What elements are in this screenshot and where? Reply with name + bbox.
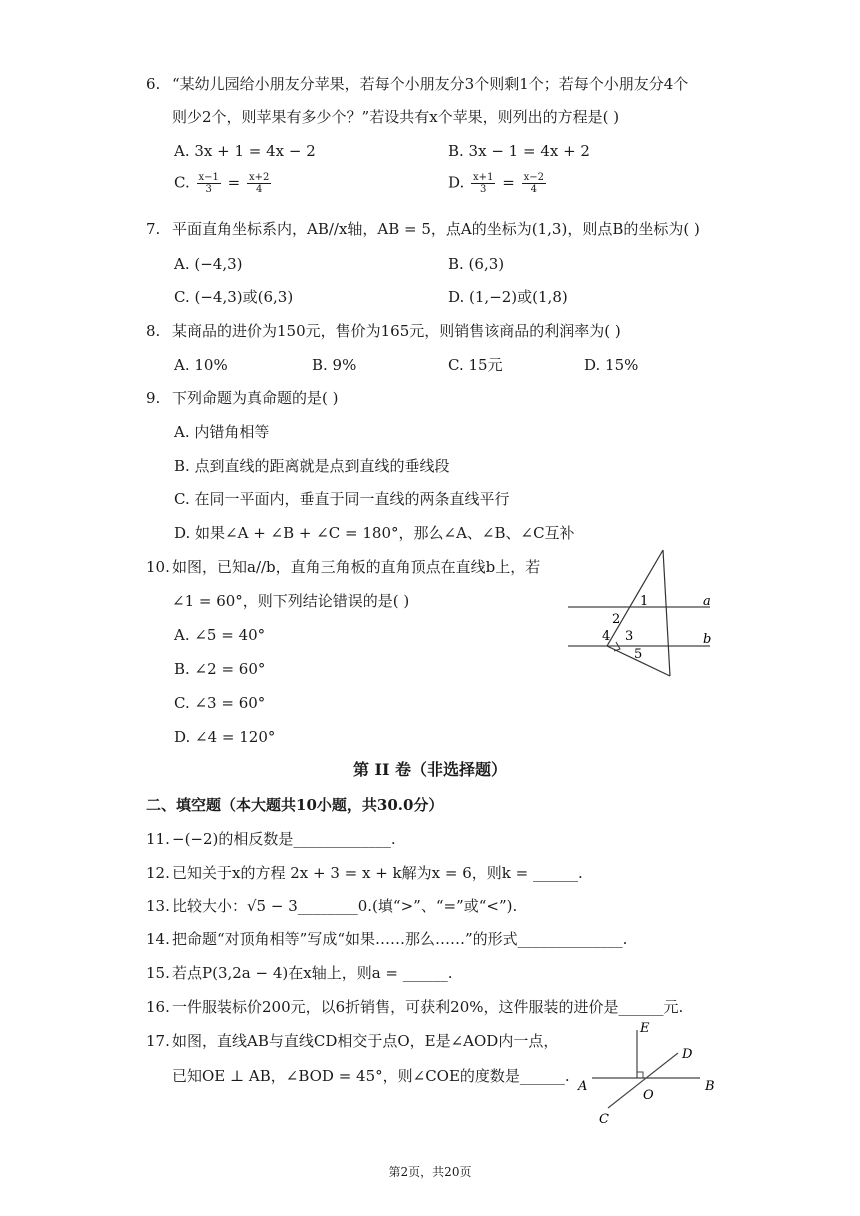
q8-number: 8.: [146, 322, 161, 340]
q10-figure: [560, 545, 730, 680]
fraction: $\frac{x-1}{3}$: [198, 172, 219, 195]
q9-option-d: D. 如果∠A + ∠B + ∠C = 180°，那么∠A、∠B、∠C互补: [174, 524, 575, 542]
label-e: E: [640, 1021, 650, 1036]
right-angle-mark: [637, 1072, 643, 1078]
q10-option-b: B. ∠2 = 60°: [174, 660, 266, 678]
q9-text: 下列命题为真命题的是( ): [172, 389, 339, 407]
q10-text-line2: ∠1 = 60°，则下列结论错误的是( ): [172, 592, 410, 610]
q16-text: 一件服装标价200元，以6折销售，可获利20%，这件服装的进价是______元.: [172, 998, 684, 1016]
q10-number: 10.: [146, 558, 170, 576]
q6-c-label: C.: [174, 173, 190, 192]
q6-option-b: B. 3x − 1 = 4x + 2: [448, 142, 590, 160]
q12-text: 已知关于x的方程 2x + 3 = x + k解为x = 6，则k = ______.: [172, 864, 583, 882]
q14-number: 14.: [146, 930, 170, 948]
triangle-side: [607, 550, 663, 646]
q11-text: −(−2)的相反数是_____________.: [172, 830, 396, 848]
label-angle-1: 1: [640, 594, 649, 609]
q9-option-c: C. 在同一平面内，垂直于同一直线的两条直线平行: [174, 490, 510, 508]
q17-text-line2: 已知OE ⊥ AB，∠BOD = 45°，则∠COE的度数是______.: [172, 1067, 570, 1085]
q11-number: 11.: [146, 830, 170, 848]
q13-number: 13.: [146, 897, 170, 915]
q8-option-b: B. 9%: [312, 356, 357, 374]
fraction: $\frac{x-2}{4}$: [523, 172, 544, 195]
label-angle-3: 3: [625, 629, 634, 644]
q8-option-d: D. 15%: [584, 356, 639, 374]
q10-option-d: D. ∠4 = 120°: [174, 728, 276, 746]
q7-option-a: A. (−4,3): [174, 255, 243, 273]
q15-text: 若点P(3,2a − 4)在x轴上，则a = ______.: [172, 964, 453, 982]
q6-option-d: D. $\frac{x+1}{3}$ = $\frac{x-2}{4}$: [448, 172, 544, 195]
q13-text: 比较大小：√5 − 3________0.(填“>”、“=”或“<”).: [172, 897, 518, 915]
q9-number: 9.: [146, 389, 161, 407]
q8-option-c: C. 15元: [448, 356, 503, 374]
q15-number: 15.: [146, 964, 170, 982]
q7-text: 平面直角坐标系内，AB//x轴，AB = 5，点A的坐标为(1,3)，则点B的坐标为( ): [172, 220, 700, 238]
label-angle-4: 4: [602, 629, 611, 644]
q6-number: 6.: [146, 75, 161, 93]
q6-text-line2: 则少2个，则苹果有多少个？”若设共有x个苹果，则列出的方程是( ): [172, 108, 620, 126]
q7-option-b: B. (6,3): [448, 255, 505, 273]
q10-option-c: C. ∠3 = 60°: [174, 694, 266, 712]
section2-title: 二、填空题（本大题共10小题，共30.0分）: [146, 796, 444, 814]
q16-number: 16.: [146, 998, 170, 1016]
q9-option-a: A. 内错角相等: [174, 423, 270, 441]
label-c: C: [599, 1112, 609, 1127]
q6-option-c: C. $\frac{x-1}{3}$ = $\frac{x+2}{4}$: [174, 172, 270, 195]
q7-option-c: C. (−4,3)或(6,3): [174, 288, 294, 306]
q10-text-line1: 如图，已知a//b，直角三角板的直角顶点在直线b上，若: [172, 558, 541, 576]
q17-number: 17.: [146, 1032, 170, 1050]
q6-text-line1: “某幼儿园给小朋友分苹果，若每个小朋友分3个则剩1个；若每个小朋友分4个: [172, 75, 689, 93]
q6-d-label: D.: [448, 173, 465, 192]
part2-title: 第 II 卷（非选择题）: [352, 760, 508, 779]
q7-option-d: D. (1,−2)或(1,8): [448, 288, 568, 306]
label-b: B: [705, 1079, 715, 1094]
fraction: $\frac{x+1}{3}$: [473, 172, 494, 195]
label-angle-5: 5: [634, 647, 643, 662]
label-angle-2: 2: [612, 612, 621, 627]
q12-number: 12.: [146, 864, 170, 882]
label-line-a: a: [703, 594, 711, 609]
q17-text-line1: 如图，直线AB与直线CD相交于点O，E是∠AOD内一点，: [172, 1032, 559, 1050]
label-line-b: b: [703, 632, 712, 647]
q8-option-a: A. 10%: [174, 356, 228, 374]
q10-option-a: A. ∠5 = 40°: [174, 626, 266, 644]
q8-text: 某商品的进价为150元，售价为165元，则销售该商品的利润率为( ): [172, 322, 621, 340]
page-footer: 第2页，共20页: [388, 1165, 472, 1179]
q14-text: 把命题“对顶角相等”写成“如果……那么……”的形式______________.: [172, 930, 628, 948]
q9-option-b: B. 点到直线的距离就是点到直线的垂线段: [174, 457, 450, 475]
fraction: $\frac{x+2}{4}$: [249, 172, 270, 195]
q7-number: 7.: [146, 220, 161, 238]
label-o: O: [643, 1088, 654, 1103]
q17-figure: [570, 1020, 730, 1135]
label-d: D: [682, 1047, 693, 1062]
triangle-side: [663, 550, 670, 676]
label-a: A: [578, 1079, 588, 1094]
q6-option-a: A. 3x + 1 = 4x − 2: [174, 142, 316, 160]
